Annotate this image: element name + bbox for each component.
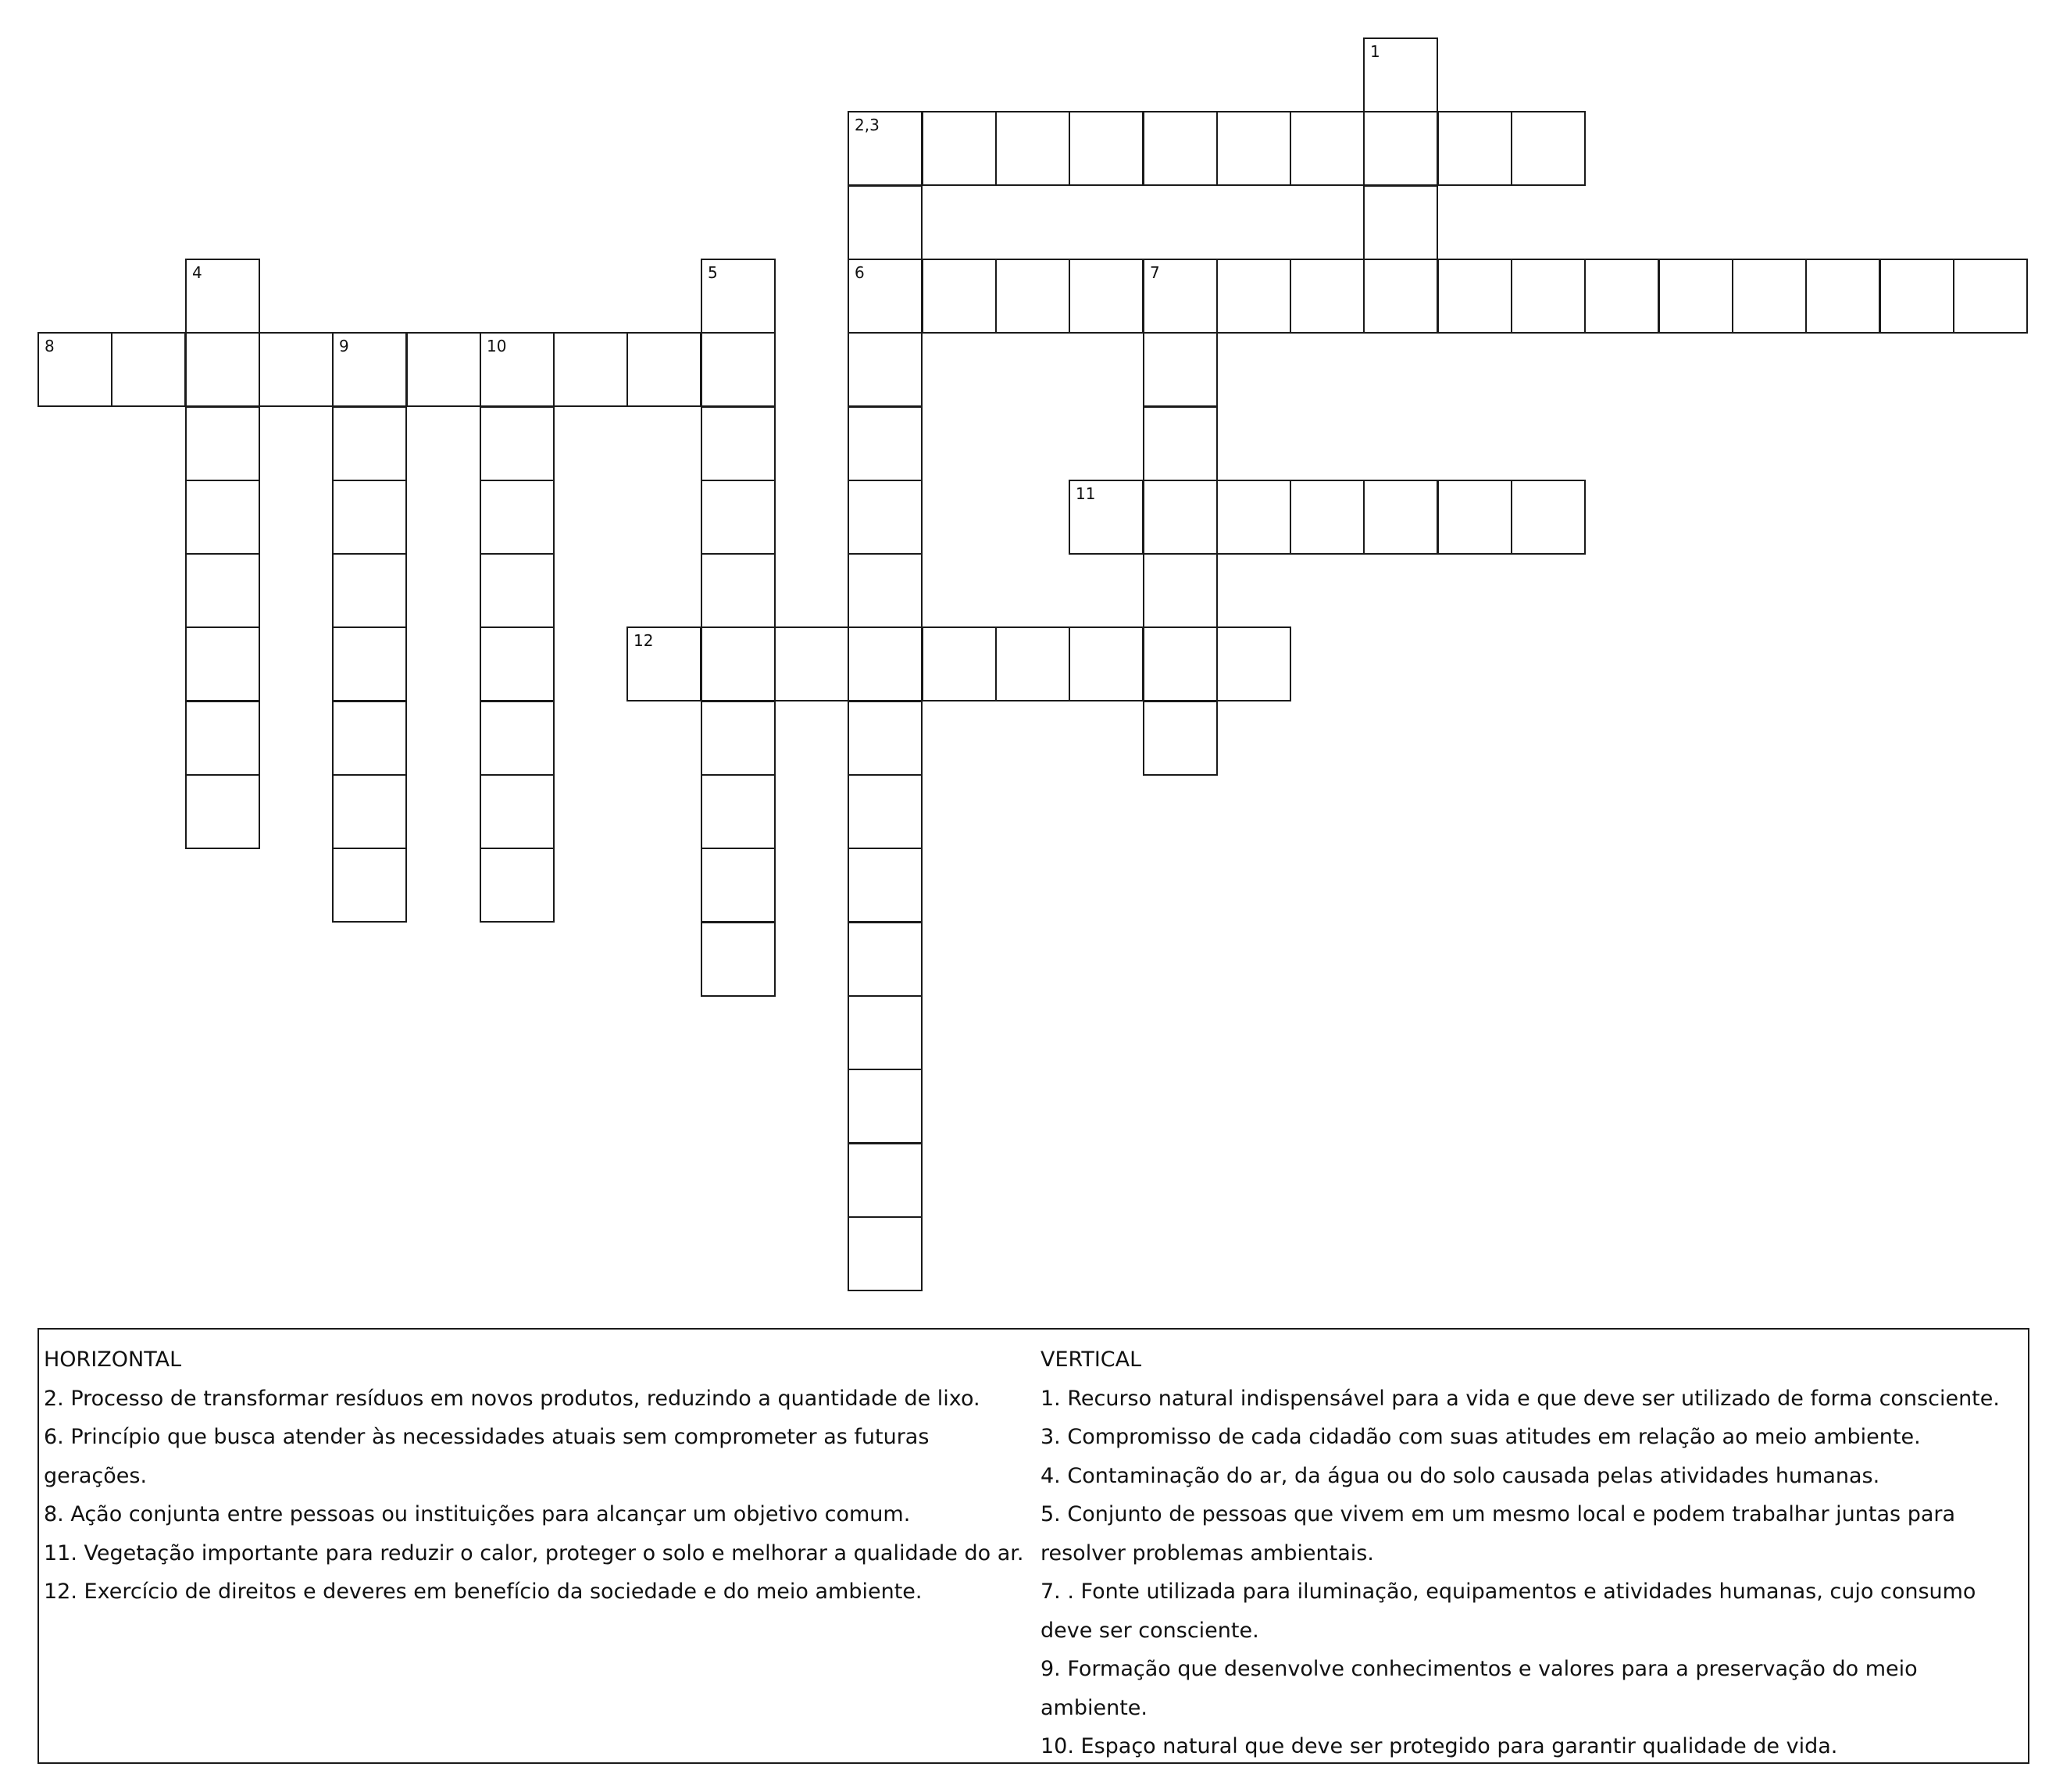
crossword-cell[interactable] bbox=[701, 332, 776, 407]
crossword-cell[interactable] bbox=[701, 626, 776, 701]
crossword-cell[interactable] bbox=[848, 774, 923, 849]
crossword-cell[interactable] bbox=[1363, 111, 1438, 186]
vertical-clues bbox=[1040, 1340, 2026, 1766]
crossword-cell[interactable] bbox=[185, 701, 260, 776]
crossword-cell[interactable] bbox=[1363, 259, 1438, 334]
crossword-cell[interactable] bbox=[185, 480, 260, 555]
crossword-cell[interactable] bbox=[995, 111, 1070, 186]
clue-vertical-1: 1. Recurso natural indispensável para a vida e que deve ser utilizado de forma consciente. bbox=[1040, 1386, 2000, 1411]
crossword-cell[interactable] bbox=[1143, 480, 1218, 555]
crossword-cell[interactable] bbox=[480, 774, 555, 849]
crossword-cell[interactable] bbox=[332, 626, 407, 701]
clue-number: 10 bbox=[487, 337, 507, 355]
crossword-cell[interactable] bbox=[1216, 480, 1291, 555]
crossword-cell[interactable] bbox=[1143, 259, 1218, 334]
crossword-cell[interactable] bbox=[1290, 259, 1365, 334]
crossword-cell[interactable] bbox=[480, 626, 555, 701]
crossword-cell[interactable] bbox=[1732, 259, 1807, 334]
crossword-cell[interactable] bbox=[701, 553, 776, 628]
crossword-cell[interactable] bbox=[480, 701, 555, 776]
crossword-cell[interactable] bbox=[1511, 111, 1586, 186]
crossword-cell[interactable] bbox=[1437, 111, 1512, 186]
clue-horizontal-12: 12. Exercício de direitos e deveres em benefício da sociedade e do meio ambiente. bbox=[44, 1580, 923, 1604]
crossword-cell[interactable] bbox=[1363, 37, 1438, 112]
crossword-cell[interactable] bbox=[848, 185, 923, 260]
clue-horizontal-2: 2. Processo de transformar resíduos em novos produtos, reduzindo a quantidade de lixo. bbox=[44, 1386, 980, 1411]
crossword-cell[interactable] bbox=[848, 922, 923, 997]
crossword-cell[interactable] bbox=[1143, 332, 1218, 407]
clues-panel bbox=[37, 1328, 2029, 1764]
crossword-cell[interactable] bbox=[848, 1216, 923, 1291]
crossword-cell[interactable] bbox=[332, 774, 407, 849]
crossword-cell[interactable] bbox=[1143, 553, 1218, 628]
crossword-cell[interactable] bbox=[185, 332, 260, 407]
clue-horizontal-11: 11. Vegetação importante para reduzir o calor, proteger o solo e melhorar a qualidade do ar. bbox=[44, 1540, 1024, 1565]
crossword-cell[interactable] bbox=[626, 332, 701, 407]
crossword-cell[interactable] bbox=[848, 406, 923, 481]
crossword-cell[interactable] bbox=[406, 332, 481, 407]
crossword-cell[interactable] bbox=[185, 406, 260, 481]
crossword-cell[interactable] bbox=[1216, 111, 1291, 186]
crossword-cell[interactable] bbox=[332, 480, 407, 555]
crossword-cell[interactable] bbox=[848, 111, 923, 186]
crossword-cell[interactable] bbox=[185, 774, 260, 849]
vertical-heading: VERTICAL bbox=[1040, 1348, 1142, 1372]
crossword-cell[interactable] bbox=[701, 701, 776, 776]
crossword-cell[interactable] bbox=[332, 553, 407, 628]
clue-vertical-10: 10. Espaço natural que deve ser protegido para garantir qualidade de vida. bbox=[1040, 1734, 1838, 1758]
crossword-cell[interactable] bbox=[480, 480, 555, 555]
clue-number: 4 bbox=[192, 263, 202, 282]
crossword-cell[interactable] bbox=[922, 111, 997, 186]
crossword-cell[interactable] bbox=[1069, 111, 1144, 186]
clue-vertical-5: 5. Conjunto de pessoas que vivem em um mesmo local e podem trabalhar juntas para resolver problemas ambientais. bbox=[1040, 1502, 1956, 1565]
clue-number: 2,3 bbox=[855, 116, 880, 134]
horizontal-heading: HORIZONTAL bbox=[44, 1348, 182, 1372]
crossword-cell[interactable] bbox=[1143, 626, 1218, 701]
crossword-cell[interactable] bbox=[480, 406, 555, 481]
crossword-cell[interactable] bbox=[848, 553, 923, 628]
crossword-cell[interactable] bbox=[701, 922, 776, 997]
crossword-cell[interactable] bbox=[1437, 259, 1512, 334]
crossword-cell[interactable] bbox=[332, 332, 407, 407]
crossword-cell[interactable] bbox=[1290, 480, 1365, 555]
crossword-cell[interactable] bbox=[1511, 259, 1586, 334]
crossword-cell[interactable] bbox=[922, 259, 997, 334]
crossword-cell[interactable] bbox=[1805, 259, 1880, 334]
horizontal-clues bbox=[44, 1340, 1036, 1612]
crossword-cell[interactable] bbox=[480, 848, 555, 923]
crossword-cell[interactable] bbox=[185, 553, 260, 628]
clue-vertical-4: 4. Contaminação do ar, da água ou do solo causada pelas atividades humanas. bbox=[1040, 1463, 1880, 1488]
crossword-cell[interactable] bbox=[1363, 185, 1438, 260]
clue-number: 6 bbox=[855, 263, 865, 282]
crossword-cell[interactable] bbox=[922, 626, 997, 701]
crossword-cell[interactable] bbox=[259, 332, 334, 407]
crossword-cell[interactable] bbox=[1216, 626, 1291, 701]
crossword-cell[interactable] bbox=[332, 701, 407, 776]
crossword-cell[interactable] bbox=[701, 406, 776, 481]
crossword-cell[interactable] bbox=[1143, 111, 1218, 186]
crossword-cell[interactable] bbox=[1511, 480, 1586, 555]
clue-horizontal-6: 6. Princípio que busca atender às necessidades atuais sem comprometer as futuras gerações. bbox=[44, 1425, 930, 1488]
crossword-cell[interactable] bbox=[848, 1143, 923, 1218]
crossword-cell[interactable] bbox=[1216, 259, 1291, 334]
crossword-cell[interactable] bbox=[848, 848, 923, 923]
crossword-cell[interactable] bbox=[480, 553, 555, 628]
crossword-cell[interactable] bbox=[701, 774, 776, 849]
crossword-cell[interactable] bbox=[701, 848, 776, 923]
crossword-cell[interactable] bbox=[848, 626, 923, 701]
crossword-cell[interactable] bbox=[848, 701, 923, 776]
crossword-cell[interactable] bbox=[1584, 259, 1659, 334]
crossword-cell[interactable] bbox=[1879, 259, 1954, 334]
clue-number: 12 bbox=[634, 631, 654, 650]
clue-vertical-9: 9. Formação que desenvolve conhecimentos e valores para a preservação do meio ambiente. bbox=[1040, 1657, 1918, 1720]
clue-number: 1 bbox=[1370, 42, 1380, 61]
crossword-cell[interactable] bbox=[185, 626, 260, 701]
clue-number: 8 bbox=[45, 337, 55, 355]
crossword-cell[interactable] bbox=[1658, 259, 1733, 334]
crossword-cell[interactable] bbox=[553, 332, 628, 407]
clue-number: 5 bbox=[708, 263, 718, 282]
crossword-cell[interactable] bbox=[848, 332, 923, 407]
clue-vertical-3: 3. Compromisso de cada cidadão com suas atitudes em relação ao meio ambiente. bbox=[1040, 1425, 1921, 1449]
crossword-cell[interactable] bbox=[848, 995, 923, 1070]
crossword-cell[interactable] bbox=[626, 626, 701, 701]
clue-number: 11 bbox=[1076, 484, 1096, 503]
crossword-cell[interactable] bbox=[1290, 111, 1365, 186]
clue-number: 7 bbox=[1150, 263, 1160, 282]
crossword-cell[interactable] bbox=[1143, 406, 1218, 481]
crossword-cell[interactable] bbox=[332, 406, 407, 481]
crossword-cell[interactable] bbox=[848, 1069, 923, 1144]
crossword-cell[interactable] bbox=[111, 332, 186, 407]
crossword-cell[interactable] bbox=[774, 626, 849, 701]
crossword-cell[interactable] bbox=[37, 332, 112, 407]
crossword-cell[interactable] bbox=[332, 848, 407, 923]
crossword-cell[interactable] bbox=[1953, 259, 2028, 334]
crossword-cell[interactable] bbox=[480, 332, 555, 407]
clue-horizontal-8: 8. Ação conjunta entre pessoas ou instituições para alcançar um objetivo comum. bbox=[44, 1502, 911, 1526]
clue-number: 9 bbox=[339, 337, 349, 355]
crossword-cell[interactable] bbox=[1363, 480, 1438, 555]
crossword-cell[interactable] bbox=[1069, 626, 1144, 701]
crossword-cell[interactable] bbox=[1143, 701, 1218, 776]
crossword-cell[interactable] bbox=[701, 480, 776, 555]
crossword-cell[interactable] bbox=[995, 626, 1070, 701]
crossword-cell[interactable] bbox=[1069, 480, 1144, 555]
crossword-cell[interactable] bbox=[848, 480, 923, 555]
clue-vertical-7: 7. . Fonte utilizada para iluminação, equipamentos e atividades humanas, cujo consumo deve ser consciente. bbox=[1040, 1580, 1976, 1643]
crossword-cell[interactable] bbox=[995, 259, 1070, 334]
crossword-cell[interactable] bbox=[185, 259, 260, 334]
crossword-cell[interactable] bbox=[1069, 259, 1144, 334]
crossword-cell[interactable] bbox=[701, 259, 776, 334]
crossword-cell[interactable] bbox=[1437, 480, 1512, 555]
crossword-cell[interactable] bbox=[848, 259, 923, 334]
